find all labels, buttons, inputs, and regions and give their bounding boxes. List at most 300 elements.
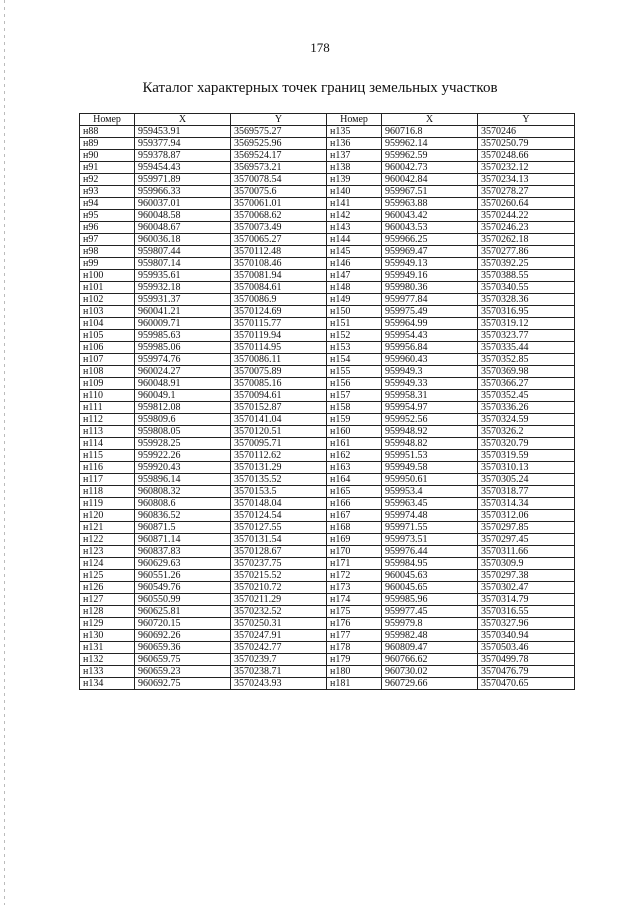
y-coordinate-cell: 3570312.06 [478,510,575,522]
header-x: X [382,114,478,126]
table-row [80,366,575,378]
y-coordinate-cell: 3570124.54 [231,510,327,522]
y-coordinate-cell: 3570152.87 [231,402,327,414]
x-coordinate-cell: 959971.55 [382,522,478,534]
table-row [80,618,575,630]
x-coordinate-cell: 960625.81 [135,606,231,618]
y-coordinate-cell: 3570262.18 [478,234,575,246]
point-number-cell: н177 [327,630,382,642]
point-number-cell: н134 [80,678,135,690]
point-number-cell: н126 [80,582,135,594]
y-coordinate-cell: 3570328.36 [478,294,575,306]
point-number-cell: н147 [327,270,382,282]
point-number-cell: н180 [327,666,382,678]
x-coordinate-cell: 959956.84 [382,342,478,354]
point-number-cell: н161 [327,438,382,450]
point-number-cell: н178 [327,642,382,654]
x-coordinate-cell: 959977.45 [382,606,478,618]
y-coordinate-cell: 3570369.98 [478,366,575,378]
x-coordinate-cell: 960024.27 [135,366,231,378]
point-number-cell: н158 [327,402,382,414]
x-coordinate-cell: 959932.18 [135,282,231,294]
point-number-cell: н160 [327,426,382,438]
table-row [80,390,575,402]
x-coordinate-cell: 960871.5 [135,522,231,534]
table-row [80,438,575,450]
point-number-cell: н91 [80,162,135,174]
y-coordinate-cell: 3570476.79 [478,666,575,678]
point-number-cell: н103 [80,306,135,318]
point-number-cell: н141 [327,198,382,210]
x-coordinate-cell: 959931.37 [135,294,231,306]
point-number-cell: н173 [327,582,382,594]
x-coordinate-cell: 959964.99 [382,318,478,330]
table-row [80,630,575,642]
y-coordinate-cell: 3570277.86 [478,246,575,258]
point-number-cell: н139 [327,174,382,186]
y-coordinate-cell: 3570075.6 [231,186,327,198]
table-row [80,486,575,498]
y-coordinate-cell: 3570065.27 [231,234,327,246]
x-coordinate-cell: 960042.73 [382,162,478,174]
y-coordinate-cell: 3570310.13 [478,462,575,474]
point-number-cell: н122 [80,534,135,546]
point-number-cell: н168 [327,522,382,534]
table-row [80,162,575,174]
point-number-cell: н171 [327,558,382,570]
point-number-cell: н157 [327,390,382,402]
point-number-cell: н179 [327,654,382,666]
table-row [80,498,575,510]
y-coordinate-cell: 3570084.61 [231,282,327,294]
y-coordinate-cell: 3570078.54 [231,174,327,186]
point-number-cell: н148 [327,282,382,294]
x-coordinate-cell: 960549.76 [135,582,231,594]
x-coordinate-cell: 959960.43 [382,354,478,366]
y-coordinate-cell: 3570141.04 [231,414,327,426]
y-coordinate-cell: 3570086.11 [231,354,327,366]
point-number-cell: н114 [80,438,135,450]
y-coordinate-cell: 3570248.66 [478,150,575,162]
y-coordinate-cell: 3570327.96 [478,618,575,630]
x-coordinate-cell: 960629.63 [135,558,231,570]
y-coordinate-cell: 3570234.13 [478,174,575,186]
x-coordinate-cell: 959966.25 [382,234,478,246]
y-coordinate-cell: 3570243.93 [231,678,327,690]
point-number-cell: н133 [80,666,135,678]
x-coordinate-cell: 960659.75 [135,654,231,666]
y-coordinate-cell: 3569575.27 [231,126,327,138]
point-number-cell: н176 [327,618,382,630]
x-coordinate-cell: 959809.6 [135,414,231,426]
table-row [80,678,575,690]
x-coordinate-cell: 960043.42 [382,210,478,222]
table-row [80,198,575,210]
x-coordinate-cell: 959979.8 [382,618,478,630]
table-row [80,594,575,606]
x-coordinate-cell: 959948.82 [382,438,478,450]
y-coordinate-cell: 3570297.85 [478,522,575,534]
x-coordinate-cell: 960041.21 [135,306,231,318]
page-number: 178 [310,40,330,55]
point-number-cell: н108 [80,366,135,378]
y-coordinate-cell: 3570314.79 [478,594,575,606]
table-row [80,558,575,570]
x-coordinate-cell: 959453.91 [135,126,231,138]
point-number-cell: н129 [80,618,135,630]
point-number-cell: н123 [80,546,135,558]
x-coordinate-cell: 960048.67 [135,222,231,234]
x-coordinate-cell: 960048.91 [135,378,231,390]
x-coordinate-cell: 959958.31 [382,390,478,402]
table-row [80,294,575,306]
y-coordinate-cell: 3570073.49 [231,222,327,234]
y-coordinate-cell: 3570260.64 [478,198,575,210]
table-row [80,258,575,270]
point-number-cell: н151 [327,318,382,330]
point-number-cell: н125 [80,570,135,582]
y-coordinate-cell: 3570499.78 [478,654,575,666]
x-coordinate-cell: 959928.25 [135,438,231,450]
point-number-cell: н143 [327,222,382,234]
x-coordinate-cell: 960720.15 [135,618,231,630]
y-coordinate-cell: 3570309.9 [478,558,575,570]
y-coordinate-cell: 3570068.62 [231,210,327,222]
x-coordinate-cell: 960716.8 [382,126,478,138]
point-number-cell: н162 [327,450,382,462]
point-number-cell: н128 [80,606,135,618]
y-coordinate-cell: 3570124.69 [231,306,327,318]
point-number-cell: н146 [327,258,382,270]
point-number-cell: н153 [327,342,382,354]
point-number-cell: н172 [327,570,382,582]
x-coordinate-cell: 959984.95 [382,558,478,570]
y-coordinate-cell: 3570352.85 [478,354,575,366]
point-number-cell: н120 [80,510,135,522]
point-number-cell: н135 [327,126,382,138]
x-coordinate-cell: 959973.51 [382,534,478,546]
point-number-cell: н140 [327,186,382,198]
y-coordinate-cell: 3570112.48 [231,246,327,258]
table-row [80,462,575,474]
table-row [80,234,575,246]
x-coordinate-cell: 959974.76 [135,354,231,366]
table-row [80,474,575,486]
x-coordinate-cell: 959951.53 [382,450,478,462]
point-number-cell: н119 [80,498,135,510]
x-coordinate-cell: 960045.63 [382,570,478,582]
x-coordinate-cell: 959977.84 [382,294,478,306]
y-coordinate-cell: 3570326.2 [478,426,575,438]
y-coordinate-cell: 3570340.55 [478,282,575,294]
x-coordinate-cell: 960729.66 [382,678,478,690]
point-number-cell: н167 [327,510,382,522]
y-coordinate-cell: 3570250.79 [478,138,575,150]
point-number-cell: н124 [80,558,135,570]
point-number-cell: н102 [80,294,135,306]
x-coordinate-cell: 959962.59 [382,150,478,162]
x-coordinate-cell: 959966.33 [135,186,231,198]
x-coordinate-cell: 959949.3 [382,366,478,378]
x-coordinate-cell: 960766.62 [382,654,478,666]
point-number-cell: н127 [80,594,135,606]
table-row [80,126,575,138]
x-coordinate-cell: 960808.32 [135,486,231,498]
point-number-cell: н181 [327,678,382,690]
x-coordinate-cell: 959454.43 [135,162,231,174]
point-number-cell: н150 [327,306,382,318]
point-number-cell: н156 [327,378,382,390]
x-coordinate-cell: 959976.44 [382,546,478,558]
y-coordinate-cell: 3570314.34 [478,498,575,510]
y-coordinate-cell: 3570336.26 [478,402,575,414]
table-row [80,246,575,258]
page-title: Каталог характерных точек границ земельных участков [142,80,498,96]
header-number: Номер [80,114,135,126]
y-coordinate-cell: 3570232.12 [478,162,575,174]
x-coordinate-cell: 959935.61 [135,270,231,282]
x-coordinate-cell: 959985.63 [135,330,231,342]
point-number-cell: н97 [80,234,135,246]
header-y: Y [231,114,327,126]
y-coordinate-cell: 3570244.22 [478,210,575,222]
x-coordinate-cell: 959971.89 [135,174,231,186]
point-number-cell: н165 [327,486,382,498]
y-coordinate-cell: 3570153.5 [231,486,327,498]
point-number-cell: н110 [80,390,135,402]
x-coordinate-cell: 959963.88 [382,198,478,210]
y-coordinate-cell: 3570246.23 [478,222,575,234]
point-number-cell: н152 [327,330,382,342]
x-coordinate-cell: 959950.61 [382,474,478,486]
point-number-cell: н90 [80,150,135,162]
x-coordinate-cell: 959949.58 [382,462,478,474]
y-coordinate-cell: 3570061.01 [231,198,327,210]
point-number-cell: н159 [327,414,382,426]
x-coordinate-cell: 959807.14 [135,258,231,270]
point-number-cell: н109 [80,378,135,390]
table-row [80,222,575,234]
point-number-cell: н92 [80,174,135,186]
table-row [80,150,575,162]
x-coordinate-cell: 960809.47 [382,642,478,654]
y-coordinate-cell: 3570470.65 [478,678,575,690]
y-coordinate-cell: 3570210.72 [231,582,327,594]
point-number-cell: н106 [80,342,135,354]
y-coordinate-cell: 3570278.27 [478,186,575,198]
x-coordinate-cell: 959808.05 [135,426,231,438]
point-number-cell: н154 [327,354,382,366]
y-coordinate-cell: 3570297.45 [478,534,575,546]
point-number-cell: н174 [327,594,382,606]
table-row [80,138,575,150]
x-coordinate-cell: 959920.43 [135,462,231,474]
point-number-cell: н118 [80,486,135,498]
table-row [80,186,575,198]
x-coordinate-cell: 959980.36 [382,282,478,294]
point-number-cell: н113 [80,426,135,438]
y-coordinate-cell: 3570215.52 [231,570,327,582]
point-number-cell: н107 [80,354,135,366]
y-coordinate-cell: 3570335.44 [478,342,575,354]
table-row [80,546,575,558]
table-row [80,510,575,522]
point-number-cell: н88 [80,126,135,138]
y-coordinate-cell: 3570352.45 [478,390,575,402]
y-coordinate-cell: 3570316.55 [478,606,575,618]
y-coordinate-cell: 3570238.71 [231,666,327,678]
point-number-cell: н105 [80,330,135,342]
point-number-cell: н93 [80,186,135,198]
header-x: X [135,114,231,126]
point-number-cell: н104 [80,318,135,330]
y-coordinate-cell: 3570131.54 [231,534,327,546]
x-coordinate-cell: 960550.99 [135,594,231,606]
header-number: Номер [327,114,382,126]
x-coordinate-cell: 959807.44 [135,246,231,258]
point-number-cell: н137 [327,150,382,162]
point-number-cell: н136 [327,138,382,150]
table-row [80,534,575,546]
y-coordinate-cell: 3570318.77 [478,486,575,498]
x-coordinate-cell: 960045.65 [382,582,478,594]
table-row [80,354,575,366]
point-number-cell: н94 [80,198,135,210]
point-number-cell: н145 [327,246,382,258]
table-row [80,414,575,426]
x-coordinate-cell: 960048.58 [135,210,231,222]
x-coordinate-cell: 959962.14 [382,138,478,150]
x-coordinate-cell: 959922.26 [135,450,231,462]
point-number-cell: н96 [80,222,135,234]
x-coordinate-cell: 959967.51 [382,186,478,198]
table-row [80,606,575,618]
y-coordinate-cell: 3570119.94 [231,330,327,342]
x-coordinate-cell: 959985.06 [135,342,231,354]
x-coordinate-cell: 960009.71 [135,318,231,330]
x-coordinate-cell: 959985.96 [382,594,478,606]
y-coordinate-cell: 3570297.38 [478,570,575,582]
table-row [80,378,575,390]
point-number-cell: н149 [327,294,382,306]
y-coordinate-cell: 3569525.96 [231,138,327,150]
y-coordinate-cell: 3570085.16 [231,378,327,390]
y-coordinate-cell: 3570324.59 [478,414,575,426]
point-number-cell: н101 [80,282,135,294]
point-number-cell: н100 [80,270,135,282]
y-coordinate-cell: 3570323.77 [478,330,575,342]
y-coordinate-cell: 3570131.29 [231,462,327,474]
x-coordinate-cell: 960043.53 [382,222,478,234]
table-body [80,126,575,690]
x-coordinate-cell: 959952.56 [382,414,478,426]
x-coordinate-cell: 959969.47 [382,246,478,258]
scan-edge [4,0,5,905]
y-coordinate-cell: 3570120.51 [231,426,327,438]
y-coordinate-cell: 3569573.21 [231,162,327,174]
x-coordinate-cell: 959949.13 [382,258,478,270]
table-row [80,174,575,186]
x-coordinate-cell: 959954.43 [382,330,478,342]
x-coordinate-cell: 960692.26 [135,630,231,642]
x-coordinate-cell: 960871.14 [135,534,231,546]
y-coordinate-cell: 3570095.71 [231,438,327,450]
table-row [80,270,575,282]
point-number-cell: н169 [327,534,382,546]
y-coordinate-cell: 3570075.89 [231,366,327,378]
y-coordinate-cell: 3570319.59 [478,450,575,462]
table-row [80,330,575,342]
y-coordinate-cell: 3570242.77 [231,642,327,654]
x-coordinate-cell: 959896.14 [135,474,231,486]
point-number-cell: н111 [80,402,135,414]
x-coordinate-cell: 960808.6 [135,498,231,510]
coordinates-table [79,113,575,690]
x-coordinate-cell: 959954.97 [382,402,478,414]
x-coordinate-cell: 960551.26 [135,570,231,582]
x-coordinate-cell: 959975.49 [382,306,478,318]
y-coordinate-cell: 3570094.61 [231,390,327,402]
y-coordinate-cell: 3570392.25 [478,258,575,270]
table-row [80,582,575,594]
y-coordinate-cell: 3570081.94 [231,270,327,282]
point-number-cell: н142 [327,210,382,222]
y-coordinate-cell: 3570108.46 [231,258,327,270]
y-coordinate-cell: 3570247.91 [231,630,327,642]
point-number-cell: н89 [80,138,135,150]
point-number-cell: н175 [327,606,382,618]
x-coordinate-cell: 959812.08 [135,402,231,414]
y-coordinate-cell: 3570316.95 [478,306,575,318]
point-number-cell: н131 [80,642,135,654]
point-number-cell: н130 [80,630,135,642]
header-y: Y [478,114,575,126]
x-coordinate-cell: 959974.48 [382,510,478,522]
table-row [80,570,575,582]
x-coordinate-cell: 960836.52 [135,510,231,522]
x-coordinate-cell: 960692.75 [135,678,231,690]
table-row [80,666,575,678]
table-row [80,282,575,294]
y-coordinate-cell: 3570211.29 [231,594,327,606]
x-coordinate-cell: 959949.33 [382,378,478,390]
y-coordinate-cell: 3570128.67 [231,546,327,558]
point-number-cell: н121 [80,522,135,534]
point-number-cell: н98 [80,246,135,258]
x-coordinate-cell: 959982.48 [382,630,478,642]
y-coordinate-cell: 3570112.62 [231,450,327,462]
point-number-cell: н164 [327,474,382,486]
point-number-cell: н163 [327,462,382,474]
x-coordinate-cell: 960659.36 [135,642,231,654]
x-coordinate-cell: 960042.84 [382,174,478,186]
y-coordinate-cell: 3570148.04 [231,498,327,510]
y-coordinate-cell: 3570232.52 [231,606,327,618]
point-number-cell: н170 [327,546,382,558]
point-number-cell: н166 [327,498,382,510]
table-row [80,522,575,534]
point-number-cell: н95 [80,210,135,222]
point-number-cell: н112 [80,414,135,426]
x-coordinate-cell: 960037.01 [135,198,231,210]
table-row [80,402,575,414]
table-row [80,210,575,222]
table-row [80,642,575,654]
x-coordinate-cell: 960730.02 [382,666,478,678]
y-coordinate-cell: 3570135.52 [231,474,327,486]
table-row [80,342,575,354]
y-coordinate-cell: 3570114.95 [231,342,327,354]
